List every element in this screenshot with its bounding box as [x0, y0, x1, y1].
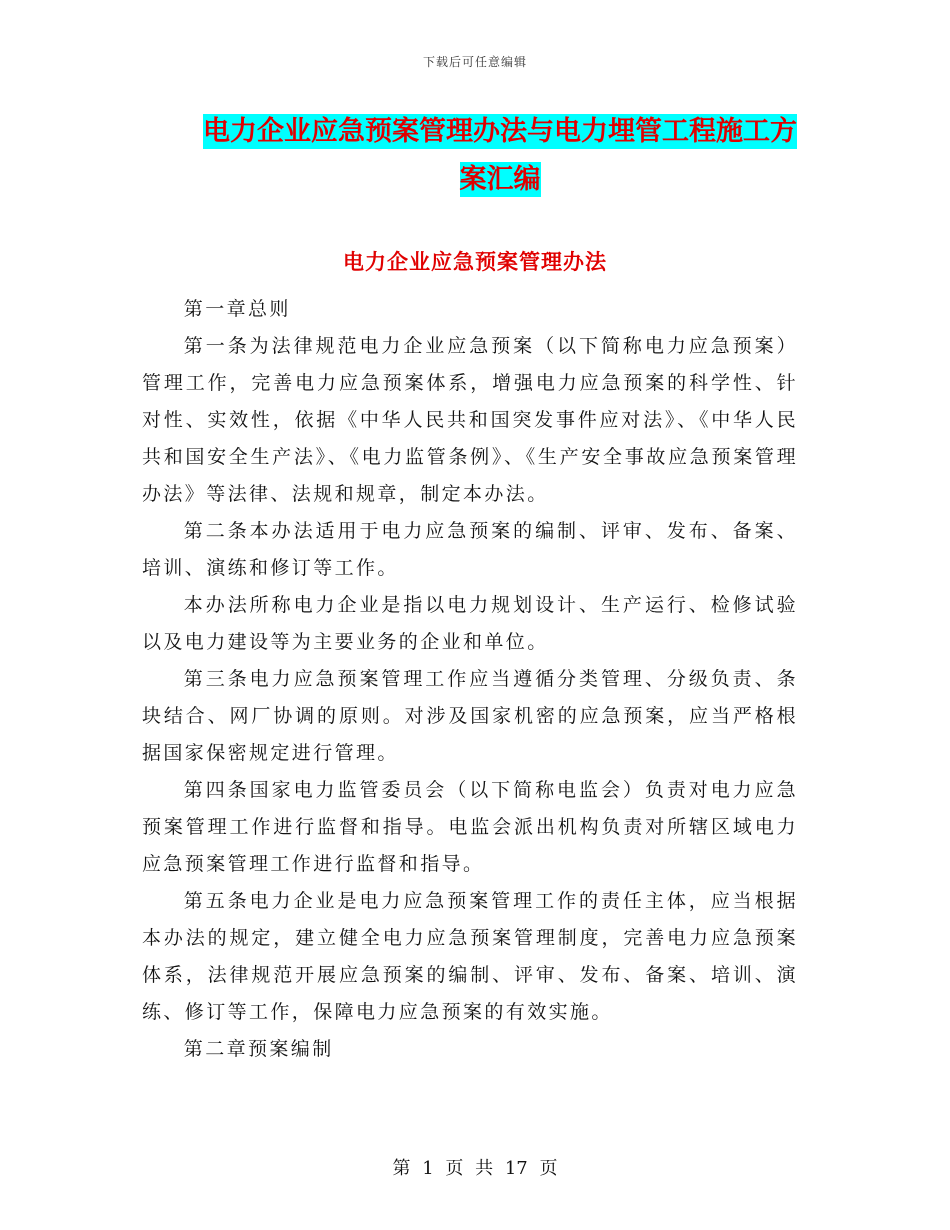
paragraph: 本办法所称电力企业是指以电力规划设计、生产运行、检修试验以及电力建设等为主要业务的企业和单位。: [142, 594, 798, 653]
chapter-heading: 第一章总则: [183, 298, 291, 320]
document-body: [142, 291, 798, 1068]
paragraph: 第三条电力应急预案管理工作应当遵循分类管理、分级负责、条块结合、网厂协调的原则。对涉及国家机密的应急预案，应当严格根据国家保密规定进行管理。: [142, 668, 798, 764]
paragraph: 第四条国家电力监管委员会（以下简称电监会）负责对电力应急预案管理工作进行监督和指导。电监会派出机构负责对所辖区域电力应急预案管理工作进行监督和指导。: [142, 779, 798, 875]
section-title: 电力企业应急预案管理办法: [343, 250, 607, 274]
paragraph: 第五条电力企业是电力应急预案管理工作的责任主体，应当根据本办法的规定，建立健全电力应急预案管理制度，完善电力应急预案体系，法律规范开展应急预案的编制、评审、发布、备案、培训、演练、修订等工作，保障电力应急预案的有效实施。: [142, 890, 798, 1023]
paragraph: 第一条为法律规范电力企业应急预案（以下简称电力应急预案）管理工作，完善电力应急预案体系，增强电力应急预案的科学性、针对性、实效性，依据《中华人民共和国突发事件应对法》、《中华人民共和国安全生产法》、《电力监管条例》、《生产安全事故应急预案管理办法》等法律、法规和规章，制定本办法。: [142, 335, 798, 505]
document-title-text: 电力企业应急预案管理办法与电力埋管工程施工方案汇编: [203, 116, 797, 195]
chapter-heading: 第二章预案编制: [183, 1038, 334, 1060]
document-title: [190, 108, 810, 204]
header-note: 下载后可任意编辑: [422, 55, 527, 69]
paragraph: 第二条本办法适用于电力应急预案的编制、评审、发布、备案、培训、演练和修订等工作。: [142, 520, 798, 579]
page-footer: 第 1 页 共 17 页: [392, 1158, 558, 1179]
